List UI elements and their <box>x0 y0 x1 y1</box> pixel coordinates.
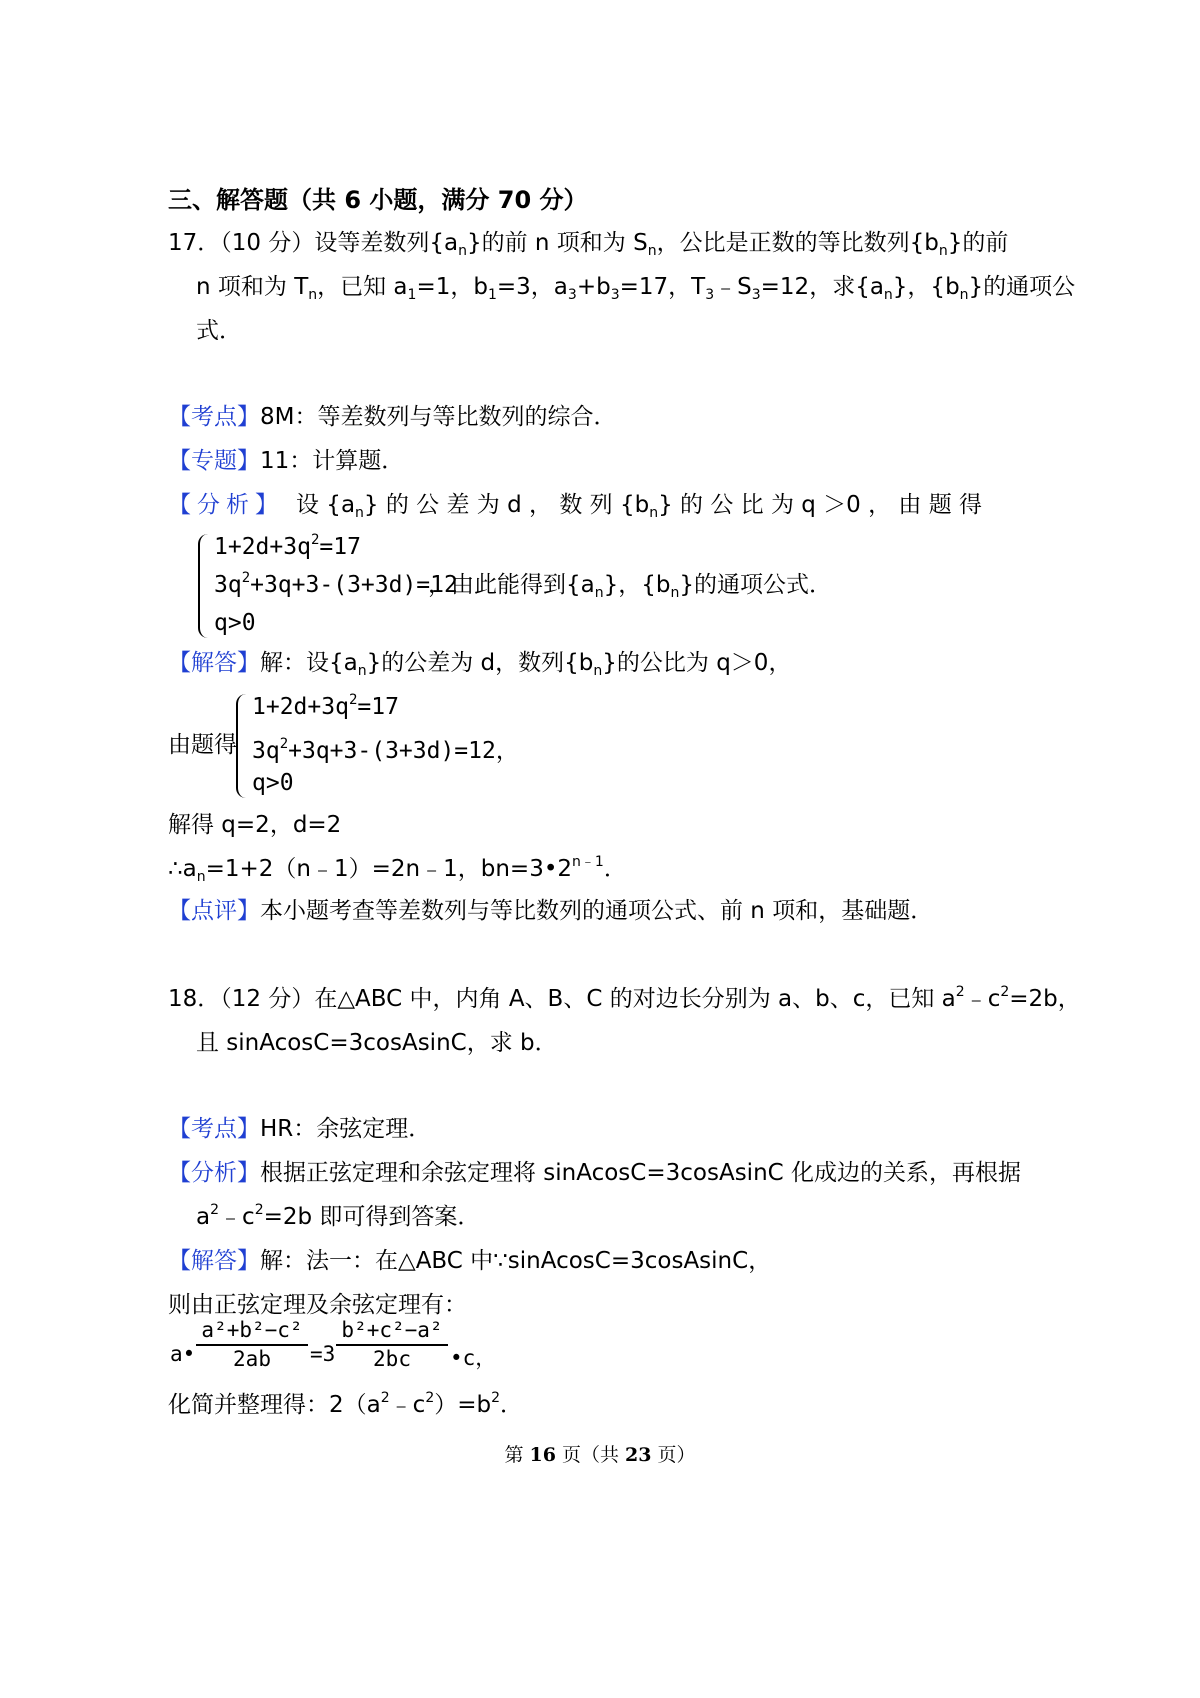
kaodian-tag: 【考点】 <box>168 404 260 430</box>
text-run: a <box>196 1204 211 1230</box>
frac-denominator: 2ab <box>233 1347 271 1371</box>
jieda-text: 解：法一：在△ABC 中∵sinAcosC=3cosAsinC， <box>260 1248 772 1274</box>
text-run: =3，a <box>496 274 568 300</box>
superscript: 2 <box>254 1202 264 1218</box>
jieda-text <box>260 650 792 679</box>
q17-result <box>168 856 627 884</box>
text-run: ∴a <box>168 856 197 882</box>
q17-jieda <box>168 650 791 678</box>
q17-text: 17．（10 分）设等差数列{a <box>168 230 459 256</box>
text-run: ﹣c <box>964 986 1001 1012</box>
q18-kaodian <box>168 1116 431 1144</box>
fenxi-text: 根据正弦定理和余弦定理将 sinAcosC=3cosAsinC 化成边的关系，再根据 <box>260 1160 1022 1186</box>
subscript: n <box>355 505 364 521</box>
subscript: 3 <box>705 287 715 303</box>
text-run: 设 {a <box>296 492 356 518</box>
frac-numerator: a²+b²−c² <box>201 1318 303 1342</box>
superscript: 2 <box>1000 984 1010 1000</box>
text-run: ． <box>500 1392 524 1418</box>
fraction-equation <box>170 1318 497 1388</box>
youtide-label: 由题得 <box>168 732 237 758</box>
dianping-text: 本小题考查等差数列与等比数列的通项公式、前 n 项和，基础题． <box>260 898 934 924</box>
q17-zhuanti <box>168 448 404 476</box>
subscript: 3 <box>751 287 761 303</box>
page-total: 23 <box>625 1444 652 1466</box>
subscript: n <box>593 663 603 679</box>
superscript: 2 <box>955 984 965 1000</box>
text-run: =2b， <box>1009 986 1081 1012</box>
text-run: n 项和为 T <box>196 274 309 300</box>
page-number: 16 <box>529 1444 556 1466</box>
q17-text: }的前 <box>947 230 1009 256</box>
text-run: }的通项公 <box>968 274 1076 300</box>
brace <box>236 694 248 798</box>
subscript: n <box>670 585 680 601</box>
superscript: 2 <box>425 1390 435 1406</box>
kaodian-tag: 【考点】 <box>168 1116 260 1142</box>
subscript: 1 <box>487 287 497 303</box>
brace <box>198 534 210 638</box>
jieda-tag: 【解答】 <box>168 1248 260 1274</box>
page-footer: 第 16 页（共 23 页） <box>504 1444 696 1466</box>
subscript: 1 <box>407 287 417 303</box>
superscript: 2 <box>380 1390 390 1406</box>
q17-kaodian <box>168 404 616 432</box>
text-run: ，已知 a <box>317 274 408 300</box>
kaodian-text: 8M：等差数列与等比数列的综合． <box>260 404 617 430</box>
zhuanti-text: 11：计算题． <box>260 448 405 474</box>
text-run: =1+2（n﹣1）=2n﹣1，bn=3•2 <box>205 856 573 882</box>
text-run: 解：设{a <box>260 650 358 676</box>
q18-jieda <box>168 1248 771 1276</box>
text-run: ﹣S <box>714 274 752 300</box>
jieda-tag: 【解答】 <box>168 650 260 676</box>
q17-text: ，公比是正数的等比数列{b <box>656 230 939 256</box>
q18-simplify <box>168 1392 523 1420</box>
equation-system-1 <box>198 532 458 640</box>
subscript: n <box>357 663 367 679</box>
text-run: +b <box>576 274 611 300</box>
superscript: 2 <box>491 1390 501 1406</box>
subscript: n <box>196 869 206 885</box>
q18-zhengxian-line: 则由正弦定理及余弦定理有： <box>168 1292 467 1318</box>
text-run: =17，T <box>619 274 706 300</box>
equation-line: $3q^2+3q+3-(3+3d)=12$， <box>252 736 519 764</box>
subscript: n <box>308 287 318 303</box>
subscript: n <box>649 505 659 521</box>
text-run: } 的 公 比 为 q ＞0 ， 由 题 得 <box>658 492 983 518</box>
q17-fenxi <box>168 492 982 520</box>
section-title: 三、解答题（共 6 小题，满分 70 分） <box>168 186 588 214</box>
q17-dianping <box>168 898 933 926</box>
equation-line: q>0 <box>214 610 256 636</box>
text-run: =1，b <box>416 274 488 300</box>
equation-line: $1+2d+3q^2=17$ <box>214 532 361 560</box>
text-run: ，由此能得到{a <box>428 572 595 598</box>
frac-right: •c， <box>450 1346 497 1370</box>
subscript: 3 <box>567 287 577 303</box>
equation-line: $3q^2+3q+3-(3+3d)=12$ <box>214 570 458 598</box>
text-run: ）=b <box>434 1392 492 1418</box>
frac-left: a• <box>170 1342 196 1366</box>
fraction-1 <box>196 1318 308 1371</box>
text-run: }的公比为 q＞0， <box>602 650 792 676</box>
text-run: 18．（12 分）在△ABC 中，内角 A、B、C 的对边长分别为 a、b、c，已知 a <box>168 986 956 1012</box>
text-run: ﹣c <box>389 1392 426 1418</box>
frac-mid: =3 <box>310 1342 336 1366</box>
subscript: n <box>959 287 969 303</box>
text-run: =2b 即可得到答案． <box>263 1204 481 1230</box>
text-run: } 的 公 差 为 d ， 数 列 {b <box>363 492 650 518</box>
fenxi-text <box>296 492 983 521</box>
fraction-2 <box>336 1318 448 1371</box>
q18-line-1 <box>168 986 1081 1014</box>
equation-system-2 <box>236 692 519 800</box>
equation-line: q>0 <box>252 770 294 796</box>
text-run: }，{b <box>603 572 671 598</box>
q17-sub: n <box>647 243 657 259</box>
superscript: 2 <box>210 1202 220 1218</box>
text-run: =12，求{a <box>760 274 884 300</box>
frac-numerator: b²+c²−a² <box>341 1318 443 1342</box>
kaodian-text: HR：余弦定理． <box>260 1116 432 1142</box>
fenxi-tag: 【分析】 <box>168 492 284 518</box>
zhuanti-tag: 【专题】 <box>168 448 260 474</box>
q18-line-2: 且 sinAcosC=3cosAsinC，求 b． <box>196 1030 558 1056</box>
fenxi-tag: 【分析】 <box>168 1160 260 1186</box>
q17-line-2 <box>196 274 1075 302</box>
text-run: 化简并整理得：2（a <box>168 1392 381 1418</box>
q17-sub: n <box>458 243 467 259</box>
subscript: n <box>594 585 604 601</box>
q17-text: }的前 n 项和为 S <box>466 230 648 256</box>
q18-fenxi <box>168 1160 1021 1188</box>
text-run: }的公差为 d，数列{b <box>366 650 594 676</box>
q18-fenxi-line-2 <box>196 1204 480 1232</box>
text-run: ﹣c <box>219 1204 255 1230</box>
text-run: }的通项公式． <box>679 572 832 598</box>
text-run: ． <box>603 856 627 882</box>
subscript: n <box>883 287 893 303</box>
q17-line-3: 式． <box>196 318 242 344</box>
q17-sub: n <box>938 243 948 259</box>
subscript: 3 <box>610 287 620 303</box>
superscript: n﹣1 <box>572 854 604 870</box>
q17-solved: 解得 q=2，d=2 <box>168 812 342 838</box>
frac-denominator: 2bc <box>373 1347 411 1371</box>
q17-line-1 <box>168 230 1008 258</box>
dianping-tag: 【点评】 <box>168 898 260 924</box>
text-run: }，{b <box>892 274 960 300</box>
fenxi-after <box>428 572 832 600</box>
equation-line: $1+2d+3q^2=17$ <box>252 692 399 720</box>
